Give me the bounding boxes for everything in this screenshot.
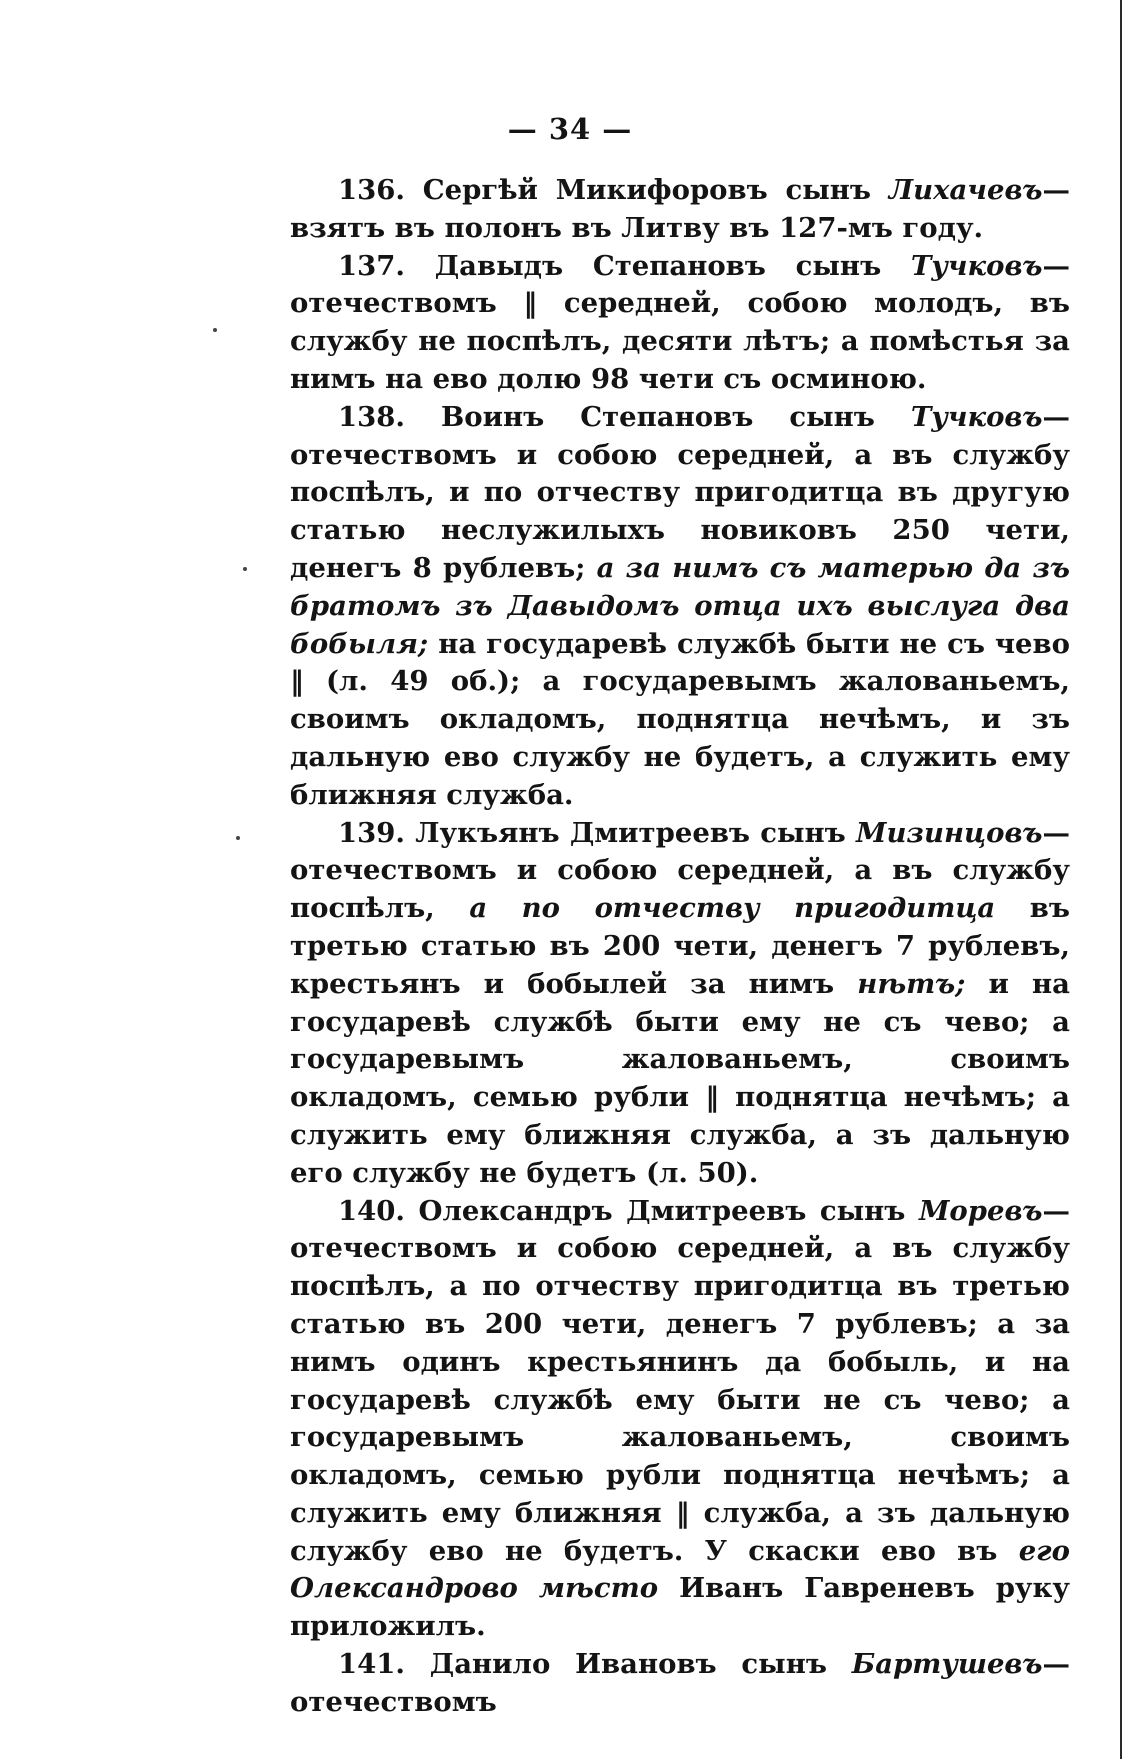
entry-text: Олександръ Дмитреевъ сынъ <box>418 1194 906 1227</box>
entry-number: 136. <box>338 174 405 206</box>
entry-text: Давыдъ Степановъ сынъ <box>434 249 882 282</box>
entry-137 <box>290 248 1070 399</box>
entry-text: —отечествомъ ‖ середней, собою молодъ, въ службу не поспѣлъ, десяти лѣтъ; а помѣстья за нимъ на ево долю 98 чети съ осминою. <box>290 249 1071 395</box>
scan-speck <box>213 328 217 332</box>
entry-number: 137. <box>338 249 405 282</box>
entry-text: —взятъ въ полонъ въ Литву въ 127-мъ году. <box>290 174 1071 244</box>
surname: Лихачевъ <box>888 174 1043 206</box>
surname: Тучковъ <box>910 400 1043 433</box>
entry-text: —отечествомъ и собою середней, а въ службу поспѣлъ, и по отчеству пригодитца въ другую статью неслужилыхъ новиковъ 250 чети, денегъ 8 рублевъ; <box>290 400 1070 584</box>
surname: Моревъ <box>918 1194 1043 1227</box>
document-body <box>290 172 1070 1722</box>
entry-text: —отечествомъ <box>290 1648 1070 1718</box>
entry-number: 139. <box>338 816 405 849</box>
entry-number: 141. <box>338 1648 405 1681</box>
entry-text: на государевѣ службѣ быти не съ чево ‖ (л. 49 об.); а государевымъ жалованьемъ, своимъ окладомъ, поднятца нечѣмъ, и зъ дальную ево службу не будетъ, а служить ему ближняя служба. <box>290 627 1071 811</box>
entry-136 <box>290 172 1070 248</box>
scan-speck <box>236 836 240 840</box>
italic-phrase: а по отчеству пригодитца <box>469 892 996 925</box>
entry-text: —отечествомъ и собою середней, а въ службу поспѣлъ, <box>290 816 1071 925</box>
italic-phrase: его Олександрово мѣсто <box>290 1534 1070 1605</box>
entry-text: Сергѣй Микифоровъ сынъ <box>422 174 872 206</box>
italic-phrase: нѣтъ; <box>857 967 966 1000</box>
entry-text: въ третью статью въ 200 чети, денегъ 7 рублевъ, крестьянъ и бобылей за нимъ <box>290 892 1070 1000</box>
scan-speck <box>243 567 247 571</box>
entry-141 <box>290 1646 1070 1722</box>
entry-138 <box>290 399 1070 815</box>
entry-139 <box>290 815 1070 1193</box>
entry-number: 138. <box>338 400 405 433</box>
entry-text: Данило Ивановъ сынъ <box>429 1648 827 1681</box>
surname: Тучковъ <box>910 249 1043 282</box>
page-number: — 34 — <box>507 112 633 146</box>
entry-text: Иванъ Гавреневъ руку приложилъ. <box>290 1572 1070 1643</box>
entry-number: 140. <box>338 1194 405 1227</box>
entry-text: Лукъянъ Дмитреевъ сынъ <box>415 816 846 849</box>
surname: Мизинцовъ <box>856 816 1043 849</box>
page-edge <box>1120 0 1122 1759</box>
entry-text: и на государевѣ службѣ быти ему не съ чево; а государевымъ жалованьемъ, своимъ окладомъ, семью рубли ‖ поднятца нечѣмъ; а служить ему ближняя служба, а зъ дальную его службу не будетъ (л. 50). <box>290 967 1070 1189</box>
entry-text: Воинъ Степановъ сынъ <box>441 400 875 433</box>
surname: Бартушевъ <box>851 1648 1043 1681</box>
entry-140 <box>290 1193 1070 1647</box>
italic-phrase: а за нимъ съ матерью да зъ братомъ зъ Давыдомъ отца ихъ выслуга два бобыля; <box>290 551 1071 660</box>
entry-text: —отечествомъ и собою середней, а въ службу поспѣлъ, а по отчеству пригодитца въ третью статью въ 200 чети, денегъ 7 рублевъ; а за нимъ одинъ крестьянинъ да бобыль, и на государевѣ службѣ ему быти не съ чево; а государевымъ жалованьемъ, своимъ окладомъ, семью рубли поднятца нечѣмъ; а служить ему ближняя ‖ служба, а зъ дальную службу ево не будетъ. У скаски ево въ <box>290 1194 1070 1567</box>
